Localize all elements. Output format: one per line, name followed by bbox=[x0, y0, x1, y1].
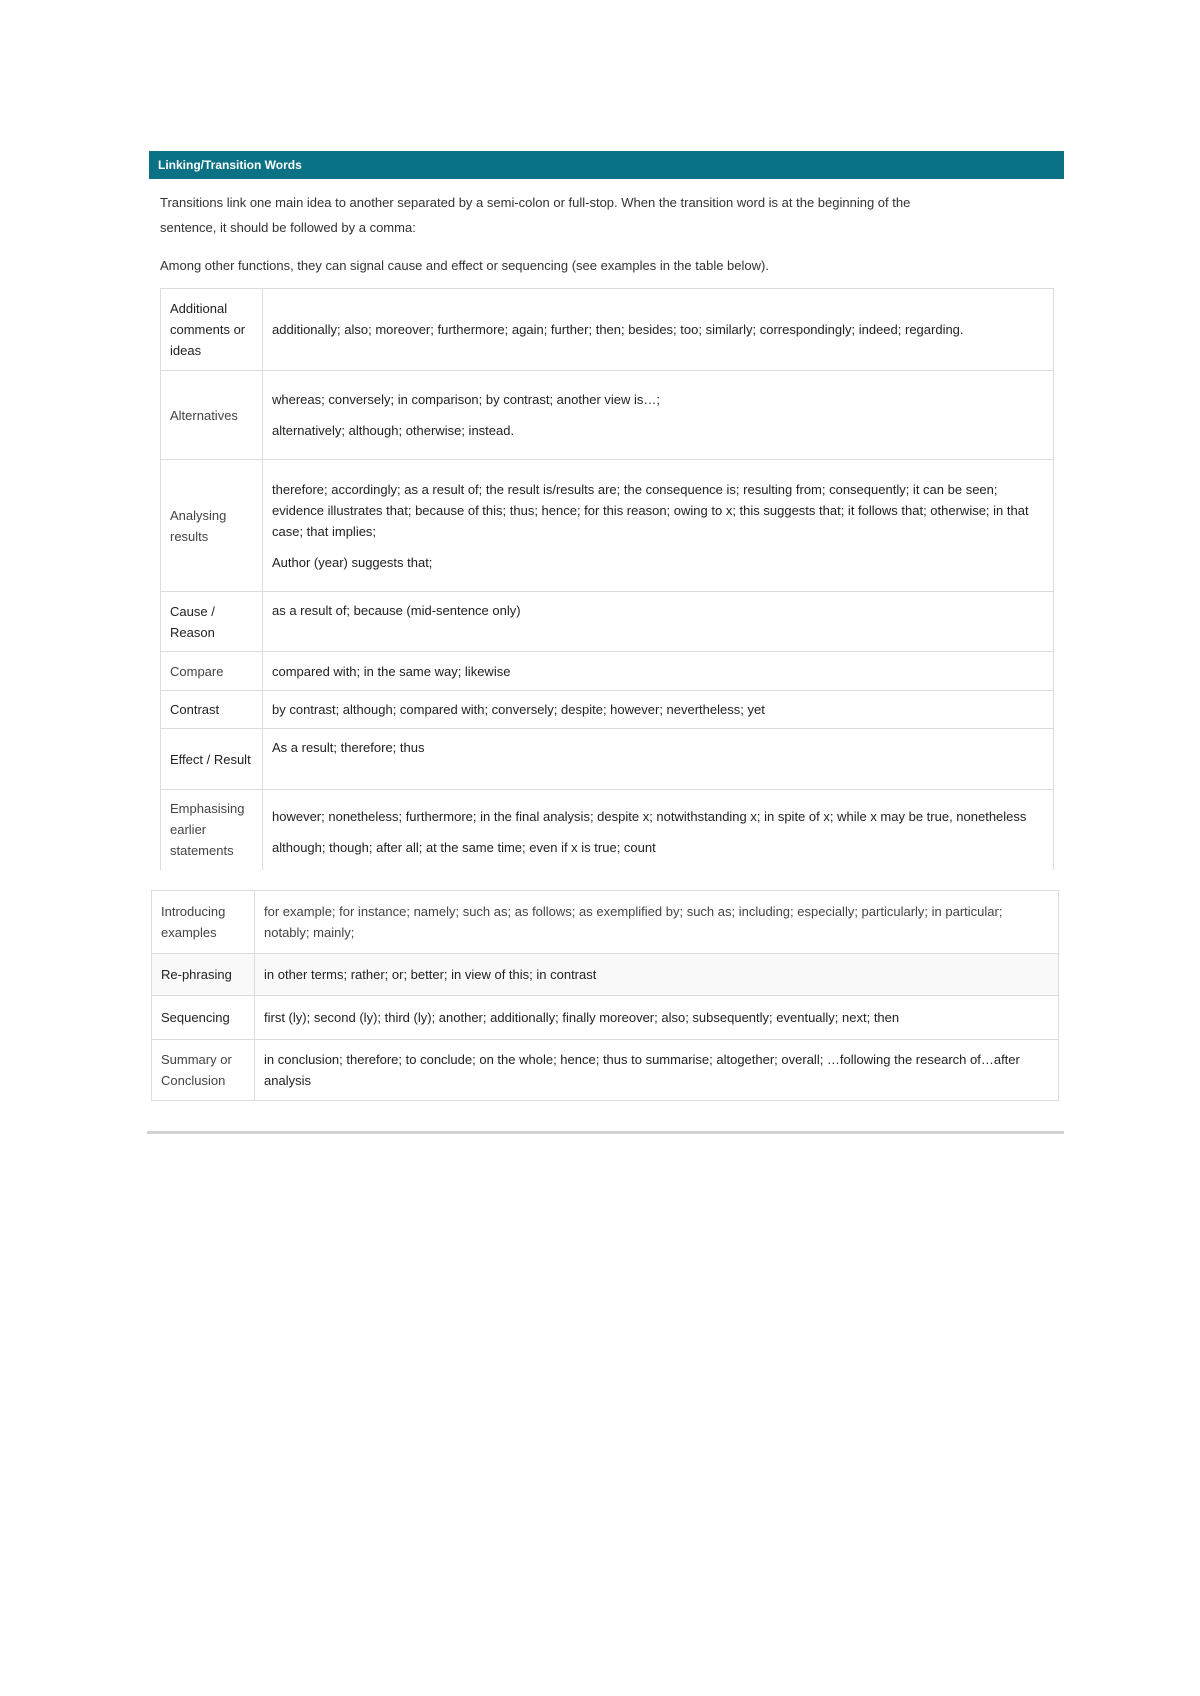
table-row bbox=[152, 954, 1059, 996]
row-label: Re-phrasing bbox=[152, 954, 255, 996]
row-content bbox=[263, 729, 1054, 790]
table-row bbox=[161, 592, 1054, 652]
intro-paragraph-2 bbox=[160, 253, 1040, 278]
row-text: additionally; also; moreover; furthermore; again; further; then; besides; too; similarly; correspondingly; indeed; regarding. bbox=[272, 322, 964, 337]
row-content: for example; for instance; namely; such as; as follows; as exemplified by; such as; including; especially; particularly; in particular; notably; mainly; bbox=[255, 891, 1059, 954]
row-content bbox=[263, 790, 1054, 871]
section-header: Linking/Transition Words bbox=[149, 151, 1064, 179]
row-label: Effect / Result bbox=[161, 729, 263, 790]
table-row bbox=[161, 371, 1054, 460]
intro-line-2: sentence, it should be followed by a comma: bbox=[160, 220, 416, 235]
row-text: As a result; therefore; thus bbox=[272, 740, 425, 755]
row-text: whereas; conversely; in comparison; by contrast; another view is…; bbox=[272, 392, 661, 407]
table-row bbox=[161, 289, 1054, 371]
transition-table-part-2 bbox=[151, 890, 1059, 1102]
row-label: Sequencing bbox=[152, 996, 255, 1040]
table-row bbox=[161, 729, 1054, 790]
row-text: although; though; after all; at the same time; even if x is true; count bbox=[272, 840, 656, 855]
row-label: Compare bbox=[161, 652, 263, 691]
table-row bbox=[161, 790, 1054, 871]
row-content bbox=[263, 460, 1054, 592]
row-label: Contrast bbox=[161, 691, 263, 729]
row-text: therefore; accordingly; as a result of; the result is/results are; the consequence is; resulting from; consequently; it can be seen; evidence illustrates that; because of this; thus; hence; for this reason; owing to x; this suggests that; it follows that; otherwise; in that case; that implies; bbox=[272, 481, 1029, 539]
row-content: in conclusion; therefore; to conclude; on the whole; hence; thus to summarise; altogether; overall; …following the research of…after analysis bbox=[255, 1040, 1059, 1101]
row-label: Alternatives bbox=[161, 371, 263, 460]
row-content bbox=[263, 691, 1054, 729]
transition-table-part-1 bbox=[160, 288, 1054, 870]
row-text: by contrast; although; compared with; conversely; despite; however; nevertheless; yet bbox=[272, 702, 765, 717]
intro-line-1: Transitions link one main idea to another separated by a semi-colon or full-stop. When the transition word is at the beginning of the bbox=[160, 195, 911, 210]
table-row bbox=[152, 996, 1059, 1040]
row-content bbox=[263, 289, 1054, 371]
table-row bbox=[161, 691, 1054, 729]
row-content bbox=[263, 371, 1054, 460]
intro-line-3: Among other functions, they can signal cause and effect or sequencing (see examples in the table below). bbox=[160, 258, 769, 273]
row-text: Author (year) suggests that; bbox=[272, 554, 433, 570]
table-row bbox=[161, 652, 1054, 691]
row-text: however; nonetheless; furthermore; in the final analysis; despite x; notwithstanding x; in spite of x; while x may be true, nonetheless bbox=[272, 809, 1027, 824]
row-label: Cause / Reason bbox=[161, 592, 263, 652]
table-row bbox=[152, 1040, 1059, 1101]
table-row bbox=[161, 460, 1054, 592]
row-label: Introducing examples bbox=[152, 891, 255, 954]
row-text: alternatively; although; otherwise; instead. bbox=[272, 423, 515, 438]
row-content bbox=[263, 652, 1054, 691]
bottom-divider bbox=[147, 1131, 1064, 1134]
row-text: compared with; in the same way; likewise bbox=[272, 663, 511, 679]
row-label: Summary or Conclusion bbox=[152, 1040, 255, 1101]
row-text: as a result of; because (mid-sentence only) bbox=[272, 603, 521, 618]
row-content: first (ly); second (ly); third (ly); another; additionally; finally moreover; also; subsequently; eventually; next; then bbox=[255, 996, 1059, 1040]
row-label: Analysing results bbox=[161, 460, 263, 592]
row-content bbox=[263, 592, 1054, 652]
row-label: Emphasising earlier statements bbox=[161, 790, 263, 871]
table-row bbox=[152, 891, 1059, 954]
intro-paragraph bbox=[160, 190, 1040, 240]
row-label: Additional comments or ideas bbox=[161, 289, 263, 371]
row-content: in other terms; rather; or; better; in view of this; in contrast bbox=[255, 954, 1059, 996]
